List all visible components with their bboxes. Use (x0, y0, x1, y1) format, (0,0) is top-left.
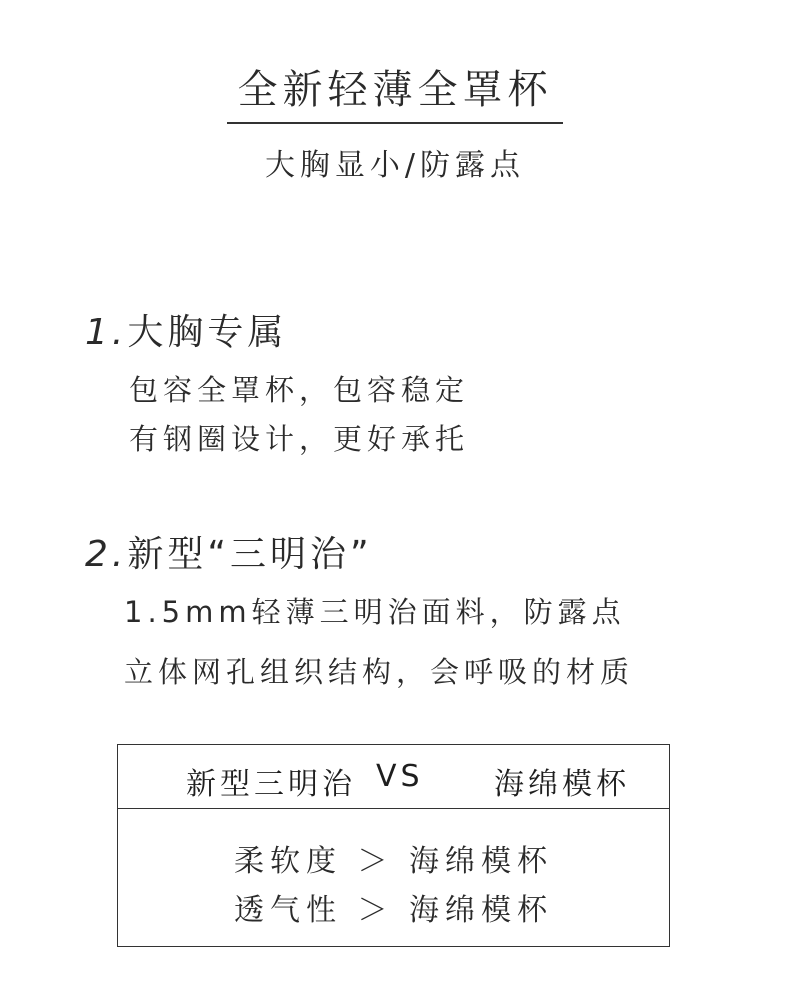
title-divider (227, 122, 563, 124)
page-title: 全新轻薄全罩杯 (237, 67, 553, 113)
section-1-line-2: 有钢圈设计，更好承托 (129, 422, 470, 456)
section-1-heading (85, 304, 287, 355)
section-2-title: 新型“三明治” (127, 534, 373, 575)
comparison-table (117, 744, 670, 947)
comparison-row-breathability: 透气性 ＞ 海绵模杯 (233, 893, 554, 928)
comparison-left-label: 新型三明治 (186, 767, 356, 802)
section-2-line-1: 1.5mm轻薄三明治面料，防露点 (124, 595, 626, 629)
section-1-number: 1. (85, 312, 128, 353)
comparison-header (118, 745, 669, 809)
section-2-line-2: 立体网孔组织结构，会呼吸的材质 (124, 655, 635, 689)
page-subtitle: 大胸显小/防露点 (264, 148, 526, 183)
section-2-number: 2. (85, 534, 128, 575)
section-1-line-1: 包容全罩杯，包容稳定 (129, 373, 470, 407)
comparison-right-label: 海绵模杯 (494, 767, 630, 802)
comparison-vs-label: VS (376, 759, 424, 794)
comparison-row-softness: 柔软度 ＞ 海绵模杯 (233, 844, 554, 879)
section-1-title: 大胸专属 (127, 312, 288, 353)
section-2-heading (85, 526, 373, 577)
